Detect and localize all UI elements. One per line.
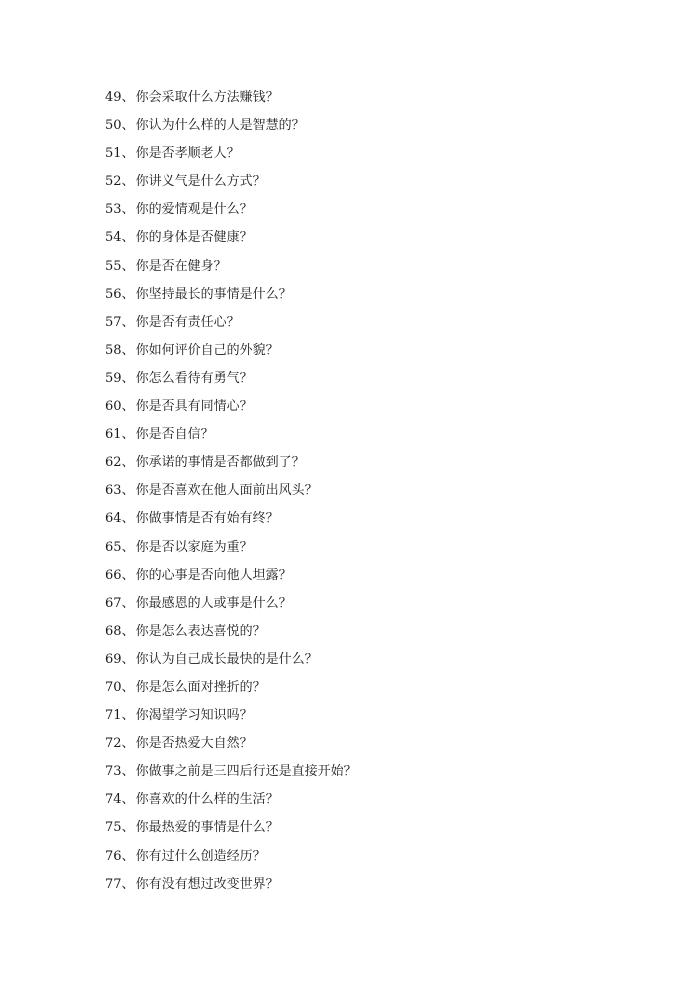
list-item bbox=[105, 196, 357, 224]
question-text: 你怎么看待有勇气？ bbox=[135, 370, 253, 386]
question-separator: 、 bbox=[121, 792, 135, 808]
question-text: 你做事之前是三四后行还是直接开始？ bbox=[135, 764, 357, 780]
question-separator: 、 bbox=[121, 848, 135, 864]
list-item bbox=[105, 337, 357, 365]
question-separator: 、 bbox=[121, 820, 135, 836]
question-text: 你是否有责任心？ bbox=[135, 314, 240, 330]
question-text: 你如何评价自己的外貌？ bbox=[135, 342, 279, 358]
question-number: 67 bbox=[105, 595, 122, 611]
question-number: 60 bbox=[105, 399, 122, 415]
question-separator: 、 bbox=[121, 427, 135, 443]
question-list bbox=[105, 84, 357, 899]
question-number: 75 bbox=[105, 820, 122, 836]
question-text: 你是怎么面对挫折的？ bbox=[135, 679, 266, 695]
list-item bbox=[105, 84, 357, 112]
question-separator: 、 bbox=[121, 539, 135, 555]
question-number: 72 bbox=[105, 736, 122, 752]
list-item bbox=[105, 730, 357, 758]
question-separator: 、 bbox=[121, 679, 135, 695]
question-text: 你认为什么样的人是智慧的？ bbox=[135, 118, 305, 134]
question-text: 你是否以家庭为重？ bbox=[135, 539, 253, 555]
question-number: 76 bbox=[105, 848, 122, 864]
list-item bbox=[105, 365, 357, 393]
question-number: 50 bbox=[105, 118, 122, 134]
question-separator: 、 bbox=[121, 736, 135, 752]
question-separator: 、 bbox=[121, 230, 135, 246]
list-item bbox=[105, 702, 357, 730]
question-separator: 、 bbox=[121, 118, 135, 134]
question-text: 你是怎么表达喜悦的？ bbox=[135, 623, 266, 639]
question-text: 你喜欢的什么样的生活？ bbox=[135, 792, 279, 808]
question-number: 58 bbox=[105, 342, 122, 358]
question-separator: 、 bbox=[121, 314, 135, 330]
question-number: 69 bbox=[105, 651, 122, 667]
list-item bbox=[105, 393, 357, 421]
question-text: 你是否喜欢在他人面前出风头？ bbox=[135, 483, 318, 499]
question-number: 65 bbox=[105, 539, 122, 555]
question-separator: 、 bbox=[121, 90, 135, 105]
question-text: 你是否热爱大自然？ bbox=[135, 736, 253, 752]
question-number: 74 bbox=[105, 792, 122, 808]
list-item bbox=[105, 843, 357, 871]
question-separator: 、 bbox=[121, 399, 135, 415]
list-item bbox=[105, 562, 357, 590]
list-item bbox=[105, 674, 357, 702]
question-text: 你坚持最长的事情是什么？ bbox=[135, 286, 292, 302]
list-item bbox=[105, 281, 357, 309]
question-separator: 、 bbox=[121, 708, 135, 724]
question-number: 73 bbox=[105, 764, 122, 780]
question-separator: 、 bbox=[121, 174, 135, 190]
question-number: 77 bbox=[105, 876, 122, 892]
question-separator: 、 bbox=[121, 567, 135, 583]
question-number: 57 bbox=[105, 314, 122, 330]
question-text: 你的身体是否健康？ bbox=[135, 230, 253, 246]
question-text: 你有过什么创造经历？ bbox=[135, 848, 266, 864]
question-number: 51 bbox=[105, 146, 122, 162]
question-text: 你会采取什么方法赚钱？ bbox=[135, 90, 279, 105]
question-text: 你认为自己成长最快的是什么？ bbox=[135, 651, 318, 667]
list-item bbox=[105, 786, 357, 814]
question-number: 53 bbox=[105, 202, 122, 218]
list-item bbox=[105, 168, 357, 196]
question-text: 你是否在健身？ bbox=[135, 258, 227, 274]
question-number: 55 bbox=[105, 258, 122, 274]
list-item bbox=[105, 140, 357, 168]
question-separator: 、 bbox=[121, 623, 135, 639]
question-text: 你的爱情观是什么？ bbox=[135, 202, 253, 218]
list-item bbox=[105, 309, 357, 337]
list-item bbox=[105, 814, 357, 842]
question-number: 68 bbox=[105, 623, 122, 639]
question-text: 你最感恩的人或事是什么？ bbox=[135, 595, 292, 611]
list-item bbox=[105, 534, 357, 562]
list-item bbox=[105, 253, 357, 281]
list-item bbox=[105, 477, 357, 505]
question-text: 你的心事是否向他人坦露？ bbox=[135, 567, 292, 583]
list-item bbox=[105, 421, 357, 449]
question-number: 61 bbox=[105, 427, 122, 443]
question-separator: 、 bbox=[121, 286, 135, 302]
question-number: 64 bbox=[105, 511, 122, 527]
question-number: 63 bbox=[105, 483, 122, 499]
list-item bbox=[105, 758, 357, 786]
question-separator: 、 bbox=[121, 511, 135, 527]
question-number: 70 bbox=[105, 679, 122, 695]
question-separator: 、 bbox=[121, 258, 135, 274]
question-separator: 、 bbox=[121, 651, 135, 667]
question-text: 你做事情是否有始有终？ bbox=[135, 511, 279, 527]
list-item bbox=[105, 505, 357, 533]
question-number: 66 bbox=[105, 567, 122, 583]
question-text: 你最热爱的事情是什么？ bbox=[135, 820, 279, 836]
question-number: 59 bbox=[105, 370, 122, 386]
question-text: 你是否具有同情心？ bbox=[135, 399, 253, 415]
list-item bbox=[105, 871, 357, 899]
question-text: 你是否自信？ bbox=[135, 427, 214, 443]
list-item bbox=[105, 618, 357, 646]
question-text: 你承诺的事情是否都做到了？ bbox=[135, 455, 305, 471]
question-text: 你是否孝顺老人？ bbox=[135, 146, 240, 162]
list-item bbox=[105, 646, 357, 674]
question-number: 54 bbox=[105, 230, 122, 246]
question-text: 你讲义气是什么方式？ bbox=[135, 174, 266, 190]
question-separator: 、 bbox=[121, 483, 135, 499]
question-separator: 、 bbox=[121, 876, 135, 892]
question-number: 62 bbox=[105, 455, 122, 471]
list-item bbox=[105, 112, 357, 140]
question-separator: 、 bbox=[121, 455, 135, 471]
question-number: 49 bbox=[105, 90, 122, 105]
question-text: 你渴望学习知识吗？ bbox=[135, 708, 253, 724]
question-text: 你有没有想过改变世界？ bbox=[135, 876, 279, 892]
question-separator: 、 bbox=[121, 370, 135, 386]
list-item bbox=[105, 590, 357, 618]
list-item bbox=[105, 449, 357, 477]
question-number: 56 bbox=[105, 286, 122, 302]
question-separator: 、 bbox=[121, 764, 135, 780]
question-number: 71 bbox=[105, 708, 122, 724]
question-separator: 、 bbox=[121, 595, 135, 611]
question-separator: 、 bbox=[121, 146, 135, 162]
question-separator: 、 bbox=[121, 342, 135, 358]
question-number: 52 bbox=[105, 174, 122, 190]
list-item bbox=[105, 224, 357, 252]
question-separator: 、 bbox=[121, 202, 135, 218]
